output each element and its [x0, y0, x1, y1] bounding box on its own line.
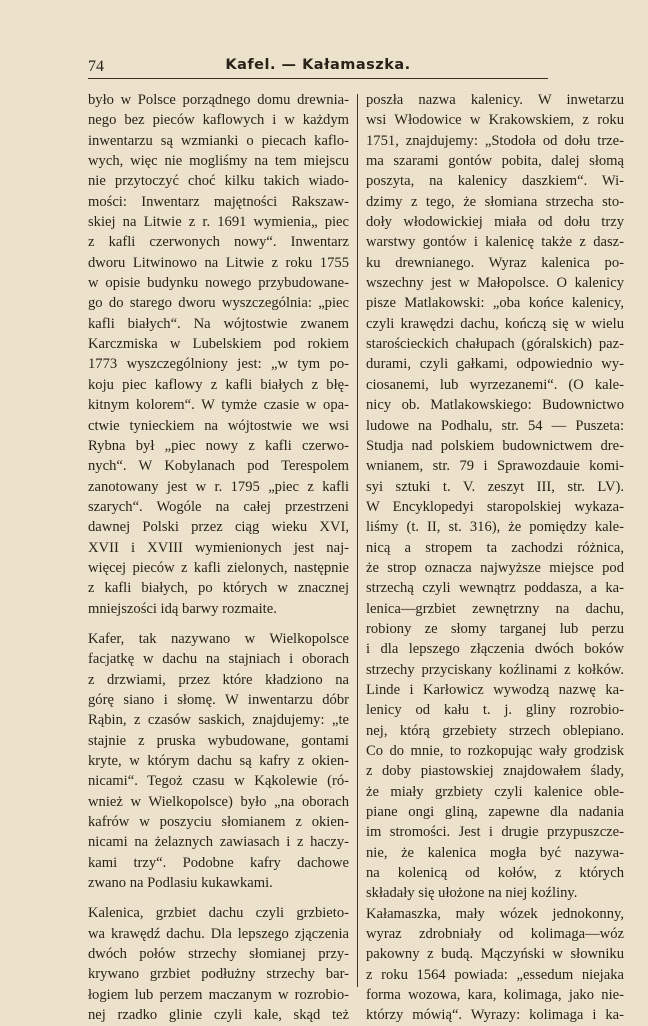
- text-line: durami, czyli gałkami, odpowiednio wy-: [366, 356, 624, 373]
- text-line: łogiem lub perzem maczanym w rozrobio-: [88, 986, 349, 1003]
- text-line: ciosanemi, lub wyrzezanemi“. (O kale-: [366, 376, 624, 393]
- page-number: 74: [88, 58, 104, 75]
- text-line: pakowny z budą. Mączyński w słowniku: [366, 946, 624, 963]
- text-line: Karczmiska w Lubelskiem pod rokiem: [88, 336, 349, 353]
- column-divider: [357, 94, 358, 987]
- text-line: było w Polsce porządnego domu drewnia-: [88, 92, 349, 108]
- text-line: z drzwiami, przez które kładziono na: [88, 671, 349, 688]
- text-line: mniejszości idą barwy rozmaite.: [88, 600, 277, 617]
- text-line: dwóch połów strzechy słomianej przy-: [88, 946, 349, 963]
- text-line: zwano na Podlasiu kukawkami.: [88, 875, 273, 892]
- text-line: nej rzadko glinie czyli kale, skąd też: [88, 1007, 349, 1024]
- text-line: że strop oznacza najwyższe miejsce pod: [366, 559, 624, 576]
- text-line: nego bez pieców kaflowych i w każdym: [88, 112, 349, 129]
- text-line: Kafer, tak nazywano w Wielkopolsce: [88, 630, 349, 647]
- text-line: ludowe na Podhalu, str. 54 — Puszeta:: [366, 417, 624, 434]
- text-line: nie, że kalenica mogła być nazywa-: [366, 844, 624, 861]
- text-line: W Encyklopedyi staropolskiej wykaza-: [366, 498, 624, 515]
- text-line: wnianem, str. 79 i Sprawozdauie komi-: [366, 458, 624, 475]
- text-line: kafrów w poszyciu słomianem z okien-: [88, 814, 349, 831]
- text-line: na kolenicą od kołów, z których: [366, 865, 624, 882]
- text-line: składały się ułożone na niej koźliny.: [366, 885, 578, 902]
- paragraph-gap: [88, 893, 349, 903]
- text-line: nicami na żelaznych zawiasach i z haczy-: [88, 834, 349, 851]
- text-line: robiony ze słomy targanej lub perzu: [366, 620, 624, 637]
- paragraph-gap: [88, 619, 349, 629]
- text-line: Co do mnie, to rozkopując wały grodzisk: [366, 743, 624, 759]
- text-line: lenicy od kału t. j. gliny rozrobio-: [366, 702, 624, 719]
- text-line: kami trzy“. Podobne kafry dachowe: [88, 854, 349, 871]
- text-line: szarych“. Wogóle na całej przestrzeni: [88, 498, 349, 515]
- text-line: wsi Włodowice w Krakowskiem, z roku: [366, 112, 624, 129]
- text-line: koju piec kaflowy z kafli białych z błę-: [88, 376, 349, 393]
- text-line: Linde i Karłowicz wywodzą nazwę ka-: [366, 681, 624, 698]
- text-line: liśmy (t. II, st. 316), że pomiędzy kale-: [366, 519, 624, 536]
- text-line: nicami“. Tegoż czasu w Kąkolewie (ró-: [88, 773, 349, 790]
- text-line: XVII i XVIII wymienionych jest naj-: [88, 539, 349, 556]
- text-line: więcej pieców z kafli zielonych, następnie: [88, 559, 349, 576]
- text-line: facjatkę w dachu na stajniach i oborach: [88, 651, 349, 668]
- text-line: nie przytoczyć choć kilku takich wiado-: [88, 173, 349, 190]
- text-line: wych, więc nie mogliśmy na tem miejscu: [88, 153, 349, 170]
- text-line: starościeckich chałupach (góralskich) paz-: [366, 336, 624, 353]
- running-head: Kafel. — Kałamaszka.: [225, 57, 411, 73]
- text-line: wyraz zdrobniały od kolimaga—wóz: [366, 926, 624, 943]
- text-line: kitnym kolorem“. W tymże czasie w opa-: [88, 397, 349, 414]
- text-line: nicą a stropem ta zachodzi różnica,: [366, 539, 624, 556]
- text-line: z kafli białych, po których w znacznej: [88, 580, 349, 597]
- text-line: Kałamaszka, mały wózek jednokonny,: [366, 905, 624, 922]
- text-line: górę siano i słomę. W inwentarzu dóbr: [88, 691, 349, 708]
- text-line: poszyta, na kalenicy daszkiem“. Wi-: [366, 173, 624, 190]
- text-line: Studja nad polskiem budownictwem dre-: [366, 437, 624, 454]
- text-line: im stromości. Jest i drugie przypuszcze-: [366, 824, 624, 841]
- text-line: piane ongi gliną, zapewne dla nadania: [366, 804, 624, 821]
- text-line: forma wozowa, kara, kolimaga, jako nie-: [366, 987, 624, 1004]
- text-line: inwentarzu są wzmianki o piecach kaflo-: [88, 132, 349, 149]
- text-line: i dla lepszego złączenia dwóch boków: [366, 641, 624, 658]
- text-line: kafli białych“. Na wójtostwie zwanem: [88, 315, 349, 332]
- text-line: ma szarami gontów pobita, dalej słomą: [366, 153, 624, 170]
- text-line: strzechy przyciskany koźlinami z kołków.: [366, 661, 624, 678]
- text-line: Rąbin, z czasów saskich, znajdujemy: „te: [88, 712, 349, 729]
- text-line: dzimy z tego, że słomiana strzecha sto-: [366, 193, 624, 210]
- text-line: nej, którą grzebiety strzech oblepiano.: [366, 722, 624, 739]
- text-line: którzy mówią“. Wyrazy: kolimaga i ka-: [366, 1007, 624, 1024]
- text-line: krywano grzbiet podłużny strzechy bar-: [88, 966, 349, 983]
- text-line: lenica—grzbiet zewnętrzny na dachu,: [366, 600, 624, 617]
- text-line: pisze Matlakowski: „oba końce kalenicy,: [366, 295, 624, 312]
- text-line: wa krawędź dachu. Dla lepszego zjączenia: [88, 925, 349, 942]
- right-text-column: [366, 90, 624, 1026]
- text-line: nych“. W Kobylanach pod Terespolem: [88, 458, 349, 475]
- text-line: Kalenica, grzbiet dachu czyli grzbieto-: [88, 905, 349, 922]
- text-line: dawnej Polski przez ciąg wieku XVI,: [88, 519, 349, 536]
- text-line: że miały grzbiety czyli kalenice oble-: [366, 783, 624, 800]
- text-line: Rybna był „piec nowy z kafli czerwo-: [88, 437, 349, 454]
- text-line: doły włodowickiej miała od dołu trzy: [366, 214, 624, 231]
- text-line: ctwie tynieckiem na wójtostwie we wsi: [88, 417, 349, 434]
- text-line: go do starego dworu wyszczególnia: „piec: [88, 295, 349, 312]
- text-line: zanotowany jest w r. 1795 „piec z kafli: [88, 478, 349, 495]
- text-line: dworu Litwinowo na Litwie z roku 1755: [88, 254, 349, 271]
- left-text-column: [88, 90, 349, 1025]
- text-line: skiej na Litwie z r. 1691 wymienia„ piec: [88, 214, 349, 231]
- text-line: poszła nazwa kalenicy. W inwetarzu: [366, 92, 624, 108]
- text-line: wnież w Wielkopolsce) było „na oborach: [88, 793, 349, 810]
- text-line: syi sztuki t. V. zeszyt III, str. LV).: [366, 478, 624, 495]
- text-line: wszechny jest w Małopolsce. O kalenicy: [366, 275, 624, 292]
- text-line: stajnie z pruska wybudowane, gontami: [88, 732, 349, 749]
- text-line: 1751, znajdujemy: „Stodoła od dołu trze-: [366, 132, 624, 149]
- text-line: ku drewnianego. Wyraz kalenica po-: [366, 254, 624, 271]
- text-line: strzechą czyli wewnątrz poddasza, a ka-: [366, 580, 624, 597]
- text-line: z roku 1564 powiada: „essedum niejaka: [366, 966, 624, 983]
- page-header: [88, 56, 548, 79]
- text-line: 1773 wyszczególniony jest: „w tym po-: [88, 356, 349, 373]
- text-line: z kafli czerwonych nowy“. Inwentarz: [88, 234, 349, 251]
- text-line: w opisie budynku nowego przybudowane-: [88, 275, 349, 292]
- text-line: nicy ob. Matlakowskiego: Budownictwo: [366, 397, 624, 414]
- text-line: z doby piastowskiej znajdowałem ślady,: [366, 763, 624, 780]
- text-line: warstwy gontów i kalenicę także z dasz-: [366, 234, 624, 251]
- text-line: kryte, w którym dachu są kafry z okien-: [88, 753, 349, 769]
- text-line: mości: Inwentarz majętności Rakszaw-: [88, 193, 349, 210]
- text-line: czyli krawędzi dachu, kończą się w wielu: [366, 315, 624, 332]
